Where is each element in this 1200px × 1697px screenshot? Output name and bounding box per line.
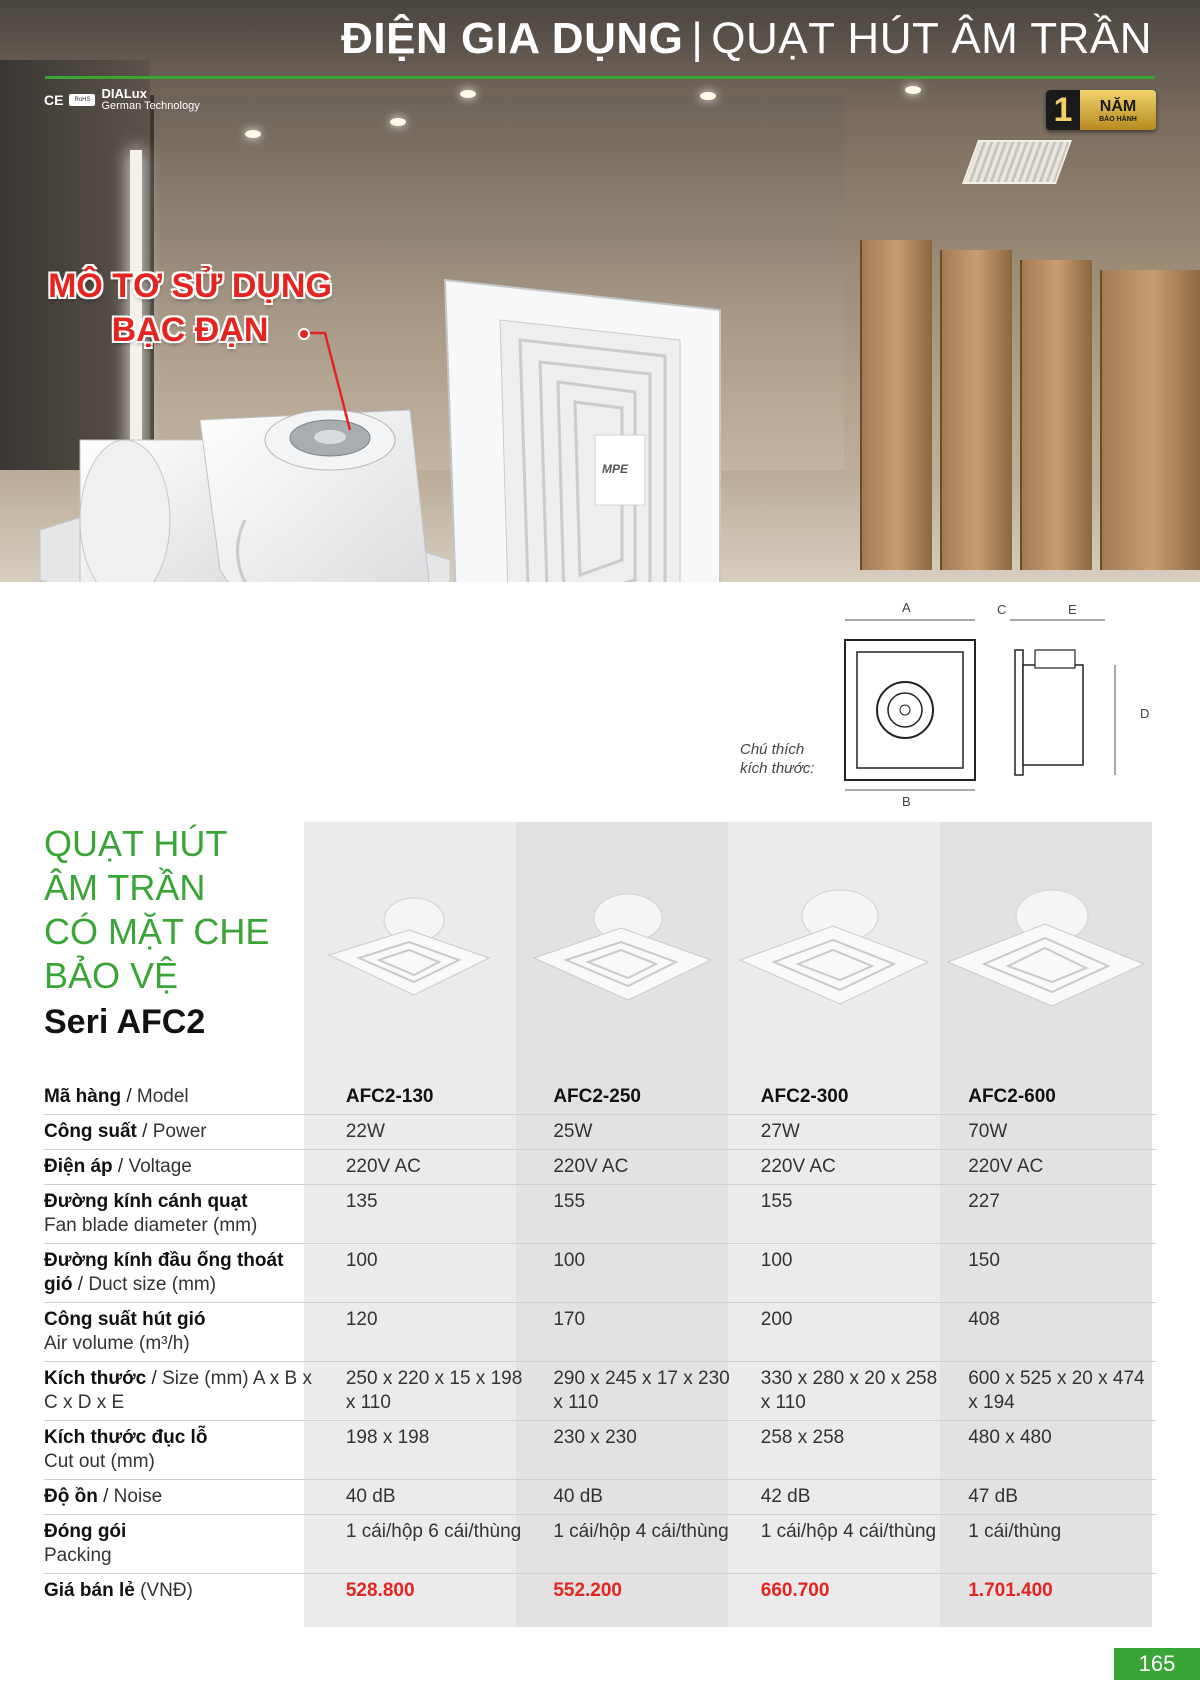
cell: 330 x 280 x 20 x 258 x 110 <box>741 1362 948 1421</box>
label-en: Cut out (mm) <box>44 1451 155 1472</box>
cell: AFC2-130 <box>326 1080 533 1115</box>
cell: 290 x 245 x 17 x 230 x 110 <box>533 1362 740 1421</box>
label-en: Size (mm) A x B x C x D x E <box>44 1368 312 1413</box>
cell: 220V AC <box>741 1150 948 1185</box>
warranty-text: BẢO HÀNH <box>1099 115 1137 123</box>
callout-line2: BẠC ĐẠN <box>111 311 269 349</box>
dim-label-d: D <box>1140 706 1150 721</box>
cell: 258 x 258 <box>741 1421 948 1480</box>
heading-line: ÂM TRẦN <box>44 867 206 908</box>
rohs-badge: RoHS <box>69 94 95 106</box>
product-thumb-afc2-130 <box>304 880 516 1020</box>
page-header <box>0 14 1200 64</box>
brand-name: DIALux <box>101 86 147 101</box>
label-sep: / <box>136 1121 153 1142</box>
product-thumb-afc2-250 <box>516 880 728 1020</box>
cell: 135 <box>326 1185 533 1244</box>
product-logo: MPE <box>602 462 629 476</box>
cell: 220V AC <box>948 1150 1156 1185</box>
page-number: 165 <box>1114 1648 1200 1680</box>
header-divider <box>45 76 1155 79</box>
header-title-light: QUẠT HÚT ÂM TRẦN <box>711 14 1152 63</box>
series-name: Seri AFC2 <box>44 1003 206 1041</box>
price-cell: 528.800 <box>345 1580 415 1601</box>
diagram-note-line2: kích thước: <box>740 760 815 777</box>
diagram-note <box>740 740 814 778</box>
callout-line1: MÔ TƠ SỬ DỤNG <box>48 267 332 305</box>
cell: 1 cái/thùng <box>948 1515 1156 1574</box>
warranty-badge <box>1046 90 1156 130</box>
row-label <box>44 1480 326 1515</box>
price-cell: 660.700 <box>760 1580 830 1601</box>
stall-partition <box>1100 270 1200 570</box>
label-en: Fan blade diameter (mm) <box>44 1215 258 1236</box>
brand-sub: German Technology <box>101 100 200 112</box>
label-en: Packing <box>44 1545 112 1566</box>
label-vi: Độ ồn <box>44 1486 98 1507</box>
ceiling-light <box>905 86 921 94</box>
label-en: Voltage <box>128 1156 192 1177</box>
label-vi: Đường kính cánh quạt <box>44 1191 248 1212</box>
cell: AFC2-300 <box>741 1080 948 1115</box>
table-row <box>44 1185 1156 1244</box>
dim-label-a: A <box>902 600 911 615</box>
heading-line: BẢO VỆ <box>44 955 179 996</box>
table-row <box>44 1515 1156 1574</box>
table-row <box>44 1480 1156 1515</box>
spec-table <box>44 1080 1156 1608</box>
cell: 230 x 230 <box>533 1421 740 1480</box>
row-label <box>44 1150 326 1185</box>
dim-label-e: E <box>1068 602 1077 617</box>
cell: 22W <box>326 1115 533 1150</box>
cell: 200 <box>741 1303 948 1362</box>
ceiling-light <box>390 118 406 126</box>
cell: 70W <box>948 1115 1156 1150</box>
diagram-note-line1: Chú thích <box>740 741 805 758</box>
label-en: Duct size (mm) <box>88 1274 217 1295</box>
table-row <box>44 1115 1156 1150</box>
label-sep: / <box>72 1274 89 1295</box>
ceiling-light <box>700 92 716 100</box>
label-sep: / <box>121 1086 137 1107</box>
ceiling-light <box>245 130 261 138</box>
row-label <box>44 1244 326 1303</box>
ceiling-light <box>460 90 476 98</box>
cell: 40 dB <box>533 1480 740 1515</box>
cell: 408 <box>948 1303 1156 1362</box>
table-row <box>44 1080 1156 1115</box>
cell: 155 <box>741 1185 948 1244</box>
cell: 27W <box>741 1115 948 1150</box>
row-label <box>44 1080 326 1115</box>
table-row <box>44 1150 1156 1185</box>
row-label <box>44 1574 326 1609</box>
label-en: Noise <box>113 1486 163 1507</box>
price-cell: 552.200 <box>553 1580 622 1601</box>
stall-partition <box>860 240 932 570</box>
cell: 1 cái/hộp 4 cái/thùng <box>533 1515 740 1574</box>
label-sep: / <box>97 1486 114 1507</box>
cell: AFC2-250 <box>533 1080 740 1115</box>
dialux-brand <box>101 88 199 112</box>
stall-partition <box>1020 260 1092 570</box>
cell: 47 dB <box>948 1480 1156 1515</box>
cell: 600 x 525 x 20 x 474 x 194 <box>948 1362 1156 1421</box>
label-vi: Công suất <box>44 1121 137 1142</box>
label-vi: Mã hàng <box>44 1086 122 1107</box>
label-vi: Giá bán lẻ <box>44 1580 135 1601</box>
dimension-diagram <box>835 600 1125 800</box>
row-label <box>44 1421 326 1480</box>
label-vi: Điện áp <box>44 1156 113 1177</box>
cell: 40 dB <box>326 1480 533 1515</box>
cell: 1 cái/hộp 6 cái/thùng <box>326 1515 533 1574</box>
motor-callout <box>40 264 340 352</box>
cell: 120 <box>326 1303 533 1362</box>
price-cell: 1.701.400 <box>968 1580 1053 1601</box>
table-row <box>44 1244 1156 1303</box>
label-sep: / <box>146 1368 163 1389</box>
label-vi: Đường kính đầu ống thoát gió <box>44 1250 284 1295</box>
cell: 42 dB <box>741 1480 948 1515</box>
label-en: (VNĐ) <box>140 1580 193 1601</box>
label-en: Air volume (m³/h) <box>44 1333 190 1354</box>
cell: 250 x 220 x 15 x 198 x 110 <box>326 1362 533 1421</box>
ceiling-vent <box>962 140 1072 184</box>
stall-partition <box>940 250 1012 570</box>
cell: 198 x 198 <box>326 1421 533 1480</box>
row-label <box>44 1303 326 1362</box>
label-vi: Kích thước <box>44 1368 147 1389</box>
cell: 220V AC <box>326 1150 533 1185</box>
cell: 25W <box>533 1115 740 1150</box>
warranty-unit: NĂM <box>1099 97 1137 115</box>
cell: 100 <box>326 1244 533 1303</box>
row-label <box>44 1515 326 1574</box>
cell: 170 <box>533 1303 740 1362</box>
cell: 150 <box>948 1244 1156 1303</box>
label-sep: / <box>112 1156 129 1177</box>
product-thumb-afc2-600 <box>940 880 1152 1020</box>
product-thumb-afc2-300 <box>728 880 940 1020</box>
warranty-years: 1 <box>1046 90 1080 130</box>
dim-label-b: B <box>902 794 911 809</box>
heading-line: QUẠT HÚT <box>44 823 228 864</box>
label-en: Model <box>136 1086 189 1107</box>
cell: 100 <box>533 1244 740 1303</box>
label-vi: Đóng gói <box>44 1521 127 1542</box>
header-separator: | <box>691 14 704 63</box>
table-row <box>44 1421 1156 1480</box>
header-title-bold: ĐIỆN GIA DỤNG <box>341 14 684 63</box>
dim-label-c: C <box>997 602 1007 617</box>
section-heading <box>44 822 304 998</box>
label-vi: Kích thước đục lỗ <box>44 1427 208 1448</box>
row-label <box>44 1115 326 1150</box>
table-row <box>44 1362 1156 1421</box>
cell: 220V AC <box>533 1150 740 1185</box>
table-row <box>44 1303 1156 1362</box>
row-label <box>44 1362 326 1421</box>
label-en: Power <box>152 1121 207 1142</box>
certifications <box>44 88 200 112</box>
cell: AFC2-600 <box>948 1080 1156 1115</box>
cell: 480 x 480 <box>948 1421 1156 1480</box>
cell: 1 cái/hộp 4 cái/thùng <box>741 1515 948 1574</box>
heading-line: CÓ MẶT CHE <box>44 911 270 952</box>
cell: 227 <box>948 1185 1156 1244</box>
label-vi: Công suất hút gió <box>44 1309 206 1330</box>
row-label <box>44 1185 326 1244</box>
cell: 155 <box>533 1185 740 1244</box>
ce-mark: CE <box>44 92 64 108</box>
callout-dot <box>298 328 310 340</box>
cell: 100 <box>741 1244 948 1303</box>
table-row-price <box>44 1574 1156 1609</box>
